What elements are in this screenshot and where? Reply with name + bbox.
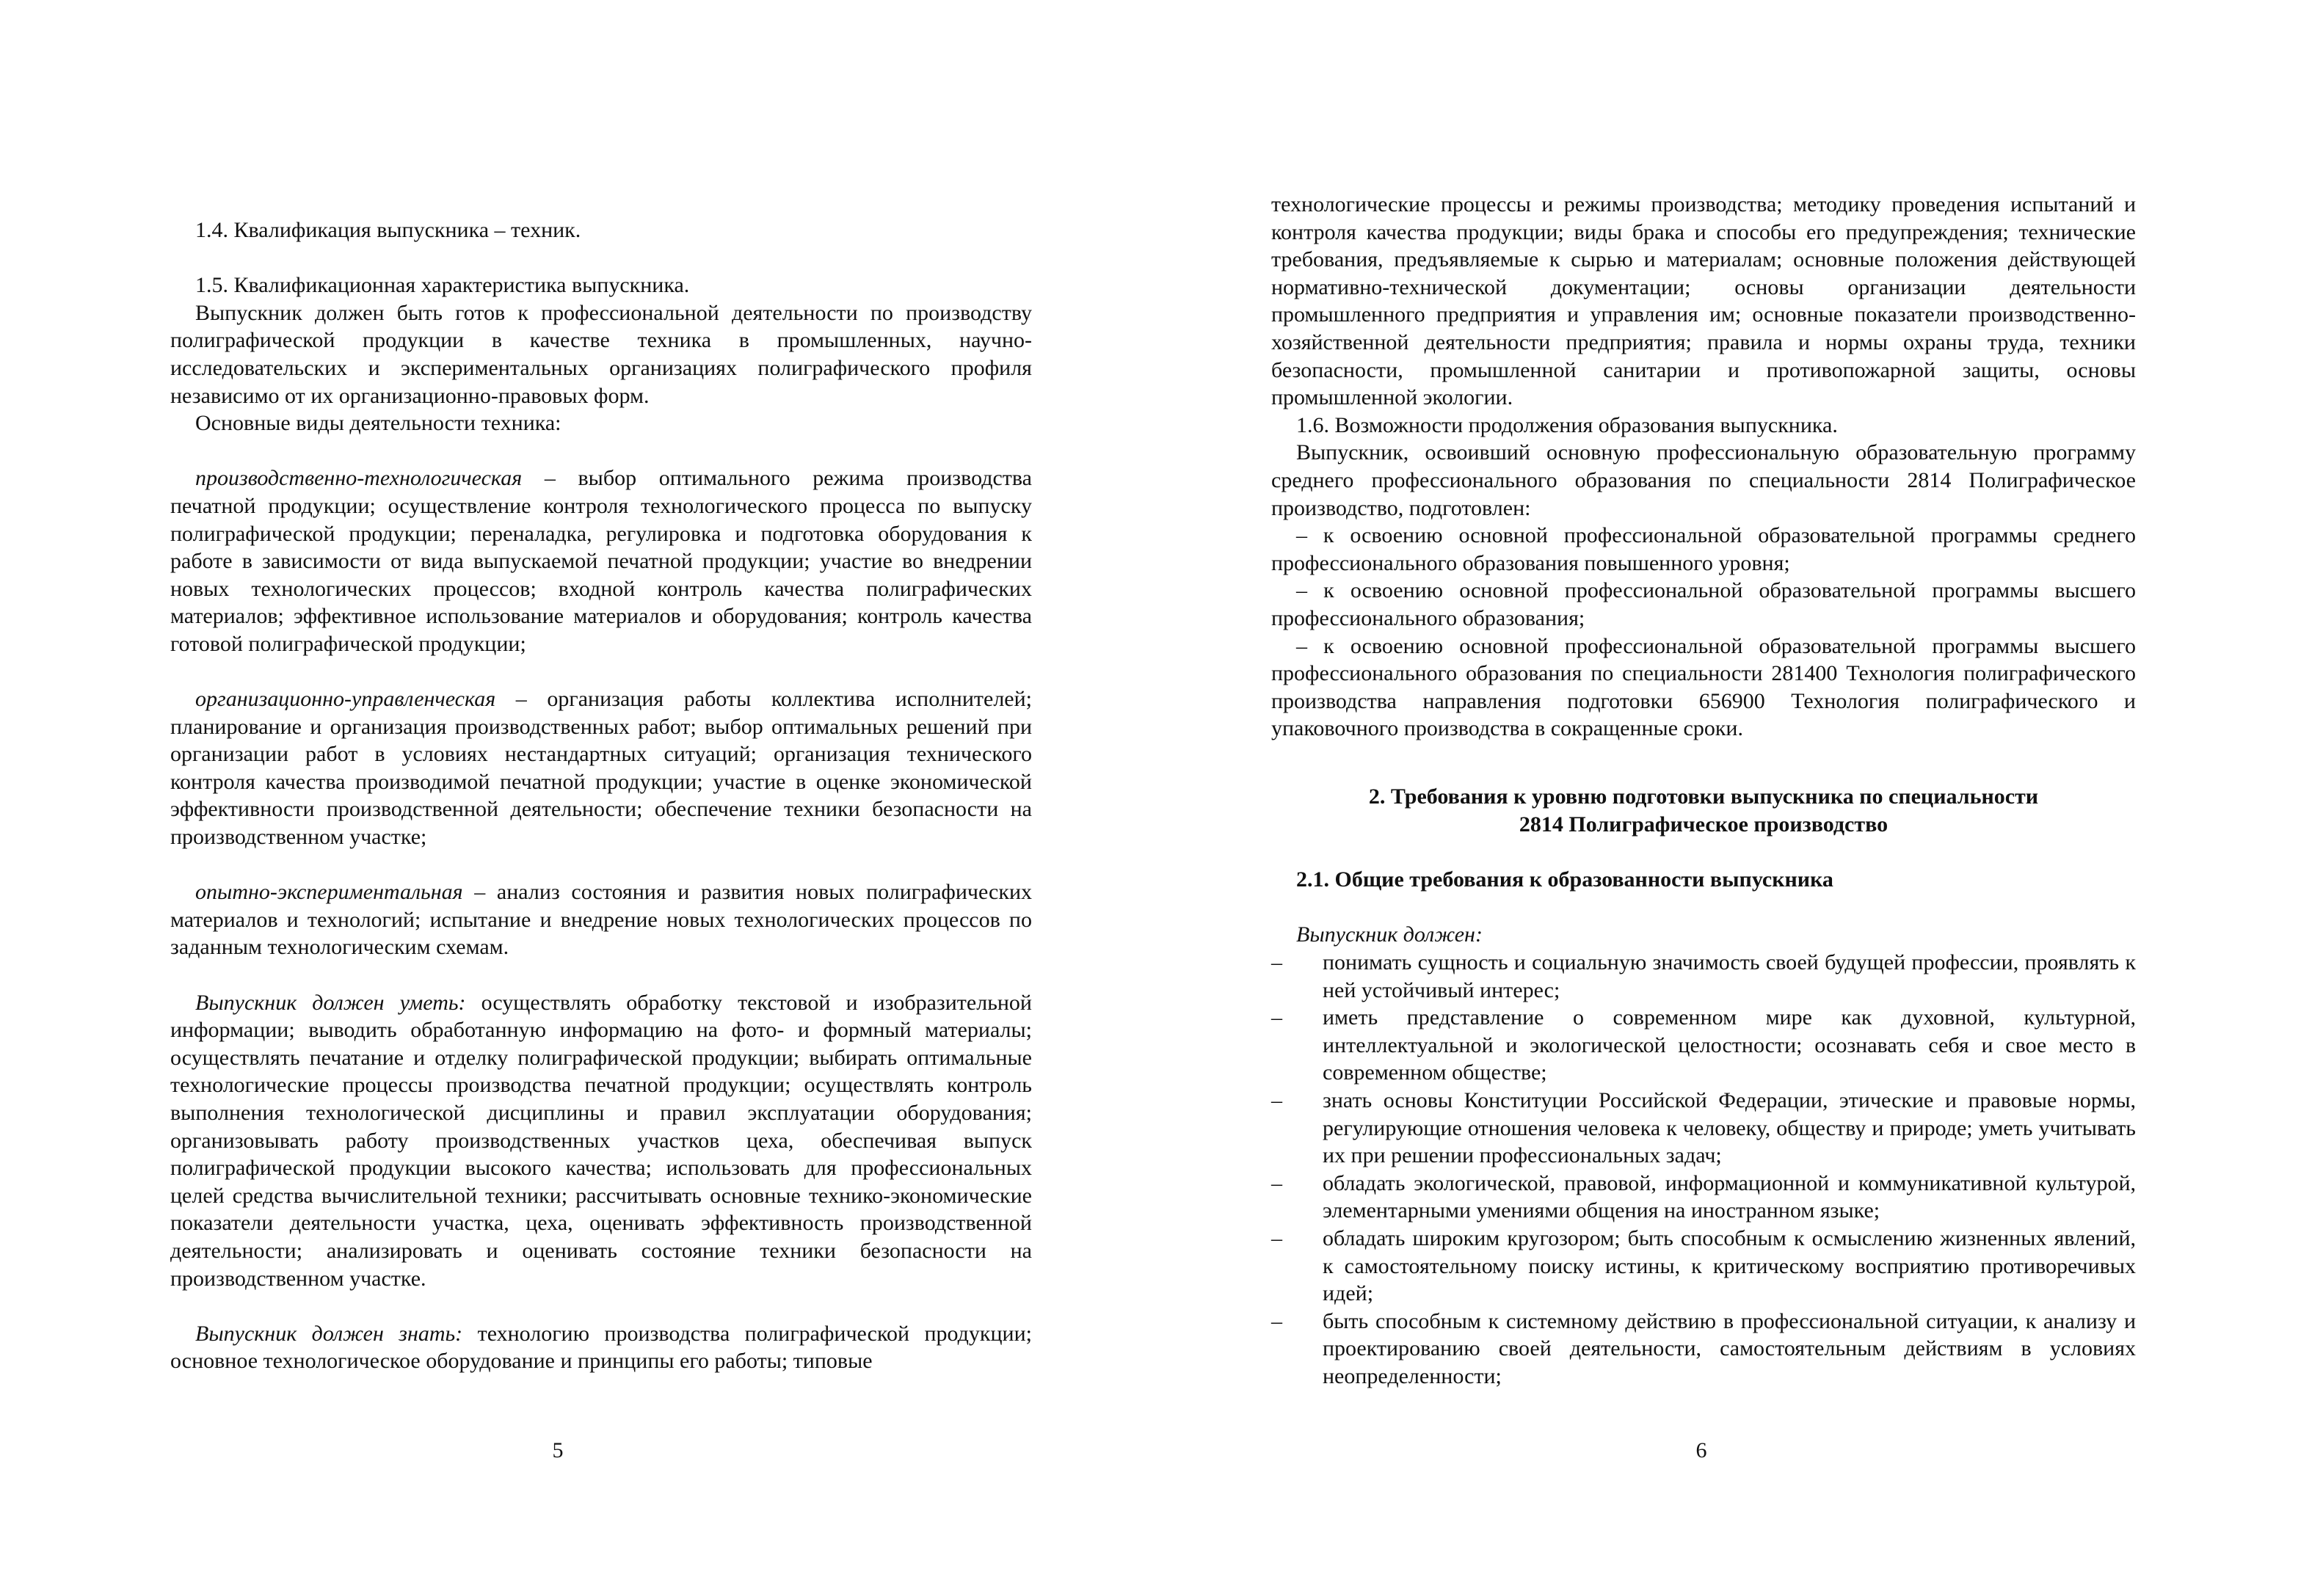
bullet-mark: – (1271, 1170, 1282, 1195)
requirements-intro: Выпускник должен: (1296, 922, 1483, 947)
knowledge-term: Выпускник должен знать: (195, 1321, 463, 1346)
left-page-text (170, 216, 1032, 1375)
list-item (1271, 1170, 2136, 1225)
production-activity-paragraph (170, 464, 1032, 657)
list-item-text: обладать широким кругозором; быть способным к осмыслению жизненных явлений, к самостоятельному поиску истины, к критическому восприятию противоречивых идей; (1323, 1225, 2136, 1306)
section-heading-line-2: 2814 Полиграфическое производство (1519, 812, 1889, 837)
management-activity-text: – организация работы коллектива исполнителей; планирование и организация производственных работ; выбор оптимальных решений при организации работ в условиях нестандартных ситуаций; организация технического контроля качества производимой печатной продукции; участие в оценке экономической эффективности производственной деятельности; обеспечение техники безопасности на производственном участке; (170, 687, 1032, 850)
page-number: 5 (552, 1438, 564, 1462)
right-page (1156, 0, 2312, 1596)
knowledge-text: технологию производства полиграфической продукции; основное технологическое оборудование и принципы его работы; типовые (170, 1321, 1032, 1374)
continuation-item-2: – к освоению основной профессиональной образовательной программы высшего профессионального образования; (1271, 578, 2136, 630)
qualification-paragraph: 1.4. Квалификация выпускника – техник. (195, 218, 581, 242)
page-number: 6 (1695, 1438, 1707, 1462)
list-item-text: знать основы Конституции Российской Федерации, этические и правовые нормы, регулирующие отношения человека к человеку, обществу и природе; уметь учитывать их при решении профессиональных задач; (1323, 1088, 2136, 1168)
list-item (1271, 1225, 2136, 1308)
list-item-text: быть способным к системному действию в профессиональной ситуации, к анализу и проектированию своей деятельности, самостоятельным действиям в условиях неопределенности; (1323, 1308, 2136, 1388)
bullet-mark: – (1271, 1088, 1282, 1112)
section-heading-line-1: 2. Требования к уровню подготовки выпускника по специальности (1368, 784, 2039, 809)
continuation-item-3: – к освоению основной профессиональной образовательной программы высшего профессионального образования по специальности 281400 Технология полиграфического производства направления подготовки 656900 Технология полиграфического и упаковочного производства в сокращенные сроки. (1271, 633, 2136, 741)
production-activity-text: – выбор оптимального режима производства печатной продукции; осуществление контроля технологического процесса по выпуску полиграфической продукции; переналадка, регулировка и подготовка оборудования к работе в зависимости от вида выпускаемой печатной продукции; участие во внедрении новых технологических процессов; входной контроль качества полиграфических материалов; эффективное использование материалов и оборудования; контроль качества готовой полиграфической продукции; (170, 466, 1032, 656)
list-item (1271, 1308, 2136, 1391)
list-item (1271, 949, 2136, 1004)
readiness-paragraph: Выпускник должен быть готов к профессиональной деятельности по производству полиграфической продукции в качестве техника в промышленных, научно-исследовательских и экспериментальных организациях полиграфического профиля независимо от их организационно-правовых форм. (170, 300, 1032, 408)
bullet-mark: – (1271, 1225, 1282, 1250)
production-activity-term: производственно-технологическая (195, 466, 523, 491)
knowledge-paragraph (170, 1320, 1032, 1375)
continuation-paragraph: Выпускник, освоивший основную профессиональную образовательную программу среднего профессионального образования по специальности 2814 Полиграфическое производство, подготовлен: (1271, 440, 2136, 520)
subsection-heading: 2.1. Общие требования к образованности выпускника (1296, 867, 1833, 892)
list-item-text: обладать экологической, правовой, информационной и коммуникативной культурой, элементарными умениями общения на иностранном языке; (1323, 1170, 2136, 1223)
characteristic-heading: 1.5. Квалификационная характеристика выпускника. (195, 273, 690, 298)
management-activity-paragraph (170, 685, 1032, 851)
experimental-activity-term: опытно-экспериментальная (195, 880, 463, 905)
activities-intro: Основные виды деятельности техника: (195, 411, 561, 436)
list-item-text: понимать сущность и социальную значимость своей будущей профессии, проявлять к ней устойчивый интерес; (1323, 950, 2136, 1002)
skills-term: Выпускник должен уметь: (195, 990, 466, 1015)
list-item-text: иметь представление о современном мире как духовной, культурной, интеллектуальной и экологической целостности; осознавать себя и свое место в современном обществе; (1323, 1005, 2136, 1085)
requirements-list (1271, 949, 2136, 1391)
bullet-mark: – (1271, 1005, 1282, 1030)
management-activity-term: организационно-управленческая (195, 687, 496, 712)
list-item (1271, 1004, 2136, 1087)
skills-text: осуществлять обработку текстовой и изобразительной информации; выводить обработанную информацию на фото- и формный материалы; осуществлять печатание и отделку полиграфической продукции; выбирать оптимальные технологические процессы производства печатной продукции; осуществлять контроль выполнения технологической дисциплины и правил эксплуатации оборудования; организовывать работу производственных участков цеха, обеспечивая выпуск полиграфической продукции высокого качества; использовать для профессиональных целей средства вычислительной техники; рассчитывать основные технико-экономические показатели деятельности участка, цеха, оценивать эффективность производственной деятельности; анализировать и оценивать состояние техники безопасности на производственном участке. (170, 990, 1032, 1291)
list-item (1271, 1087, 2136, 1170)
right-page-text (1271, 191, 2136, 1391)
experimental-activity-paragraph (170, 878, 1032, 961)
continuation-item-1: – к освоению основной профессиональной образовательной программы среднего профессионального образования повышенного уровня; (1271, 523, 2136, 575)
bullet-mark: – (1271, 1308, 1282, 1333)
skills-paragraph (170, 989, 1032, 1293)
bullet-mark: – (1271, 950, 1282, 975)
knowledge-continuation-paragraph: технологические процессы и режимы производства; методику проведения испытаний и контроля качества продукции; виды брака и способы его предупреждения; технические требования, предъявляемые к сырью и материалам; основные положения действующей нормативно-технической документации; основы организации деятельности промышленного предприятия и управления им; основные показатели производственно-хозяйственной деятельности предприятия; правила и нормы охраны труда, техники безопасности, промышленной санитарии и противопожарной защиты, основы промышленной экологии. (1271, 192, 2136, 410)
experimental-activity-text: – анализ состояния и развития новых полиграфических материалов и технологий; испытание и внедрение новых технологических процессов по заданным технологическим схемам. (170, 880, 1032, 960)
continuation-heading: 1.6. Возможности продолжения образования выпускника. (1296, 412, 1838, 437)
